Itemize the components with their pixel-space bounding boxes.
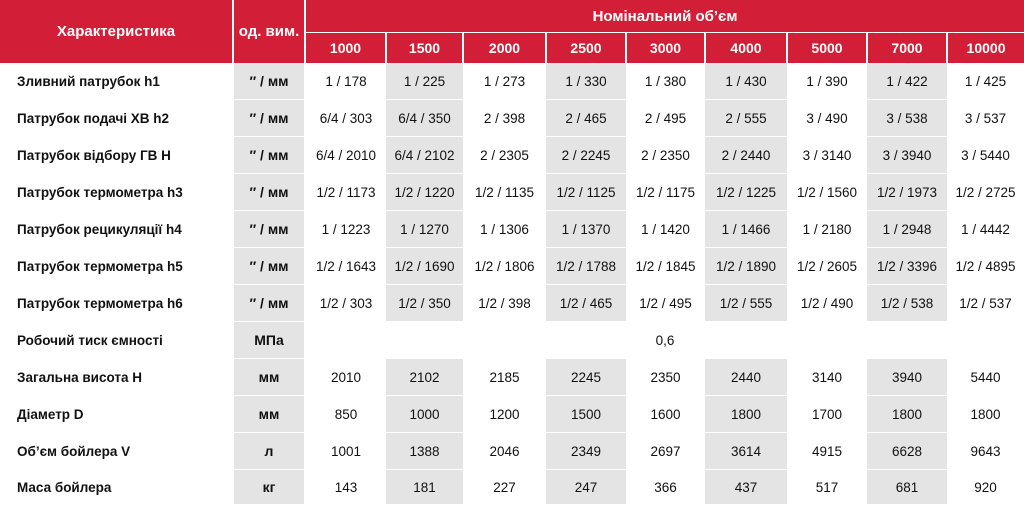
value-cell: 1800 <box>705 396 787 433</box>
table-row <box>0 322 1024 359</box>
table-row <box>0 396 1024 433</box>
value-cell: 1 / 1466 <box>705 211 787 248</box>
value-cell: 1 / 2948 <box>867 211 947 248</box>
value-cell: 6/4 / 2010 <box>305 137 386 174</box>
row-unit: л <box>233 433 305 470</box>
table-row <box>0 211 1024 248</box>
value-cell: 1/2 / 350 <box>386 285 463 322</box>
row-label: Об’єм бойлера V <box>0 433 233 470</box>
value-cell: 1001 <box>305 433 386 470</box>
value-cell: 1/2 / 538 <box>867 285 947 322</box>
value-cell: 6628 <box>867 433 947 470</box>
row-label: Патрубок відбору ГВ Н <box>0 137 233 174</box>
value-cell: 437 <box>705 470 787 505</box>
value-cell: 143 <box>305 470 386 505</box>
value-cell: 2046 <box>463 433 546 470</box>
value-cell: 3140 <box>787 359 867 396</box>
value-cell: 3940 <box>867 359 947 396</box>
value-cell: 1/2 / 1560 <box>787 174 867 211</box>
merged-value-cell: 0,6 <box>305 322 1024 359</box>
row-unit: мм <box>233 396 305 433</box>
value-cell: 1/2 / 1220 <box>386 174 463 211</box>
value-cell: 517 <box>787 470 867 505</box>
value-cell: 1 / 1223 <box>305 211 386 248</box>
table-row <box>0 63 1024 100</box>
value-cell: 2 / 555 <box>705 100 787 137</box>
table-row <box>0 359 1024 396</box>
volume-header-cell: 1500 <box>386 33 463 64</box>
value-cell: 247 <box>546 470 626 505</box>
value-cell: 1 / 1270 <box>386 211 463 248</box>
value-cell: 2350 <box>626 359 705 396</box>
value-cell: 1 / 225 <box>386 63 463 100</box>
value-cell: 9643 <box>947 433 1024 470</box>
value-cell: 1/2 / 1643 <box>305 248 386 285</box>
value-cell: 1/2 / 1690 <box>386 248 463 285</box>
value-cell: 3 / 3940 <box>867 137 947 174</box>
row-unit: мм <box>233 359 305 396</box>
table-row <box>0 248 1024 285</box>
value-cell: 1 / 2180 <box>787 211 867 248</box>
value-cell: 1/2 / 1175 <box>626 174 705 211</box>
row-unit: кг <box>233 470 305 505</box>
value-cell: 1200 <box>463 396 546 433</box>
row-label: Робочий тиск ємності <box>0 322 233 359</box>
value-cell: 366 <box>626 470 705 505</box>
value-cell: 2440 <box>705 359 787 396</box>
value-cell: 1 / 273 <box>463 63 546 100</box>
value-cell: 1 / 380 <box>626 63 705 100</box>
value-cell: 1600 <box>626 396 705 433</box>
value-cell: 1/2 / 1845 <box>626 248 705 285</box>
row-label: Патрубок подачі ХВ h2 <box>0 100 233 137</box>
value-cell: 1/2 / 1125 <box>546 174 626 211</box>
value-cell: 1 / 1306 <box>463 211 546 248</box>
header-characteristic: Характеристика <box>0 0 233 63</box>
volume-header-cell: 2500 <box>546 33 626 64</box>
value-cell: 1/2 / 1806 <box>463 248 546 285</box>
value-cell: 3 / 5440 <box>947 137 1024 174</box>
value-cell: 6/4 / 303 <box>305 100 386 137</box>
value-cell: 2185 <box>463 359 546 396</box>
value-cell: 3 / 537 <box>947 100 1024 137</box>
value-cell: 3 / 490 <box>787 100 867 137</box>
value-cell: 1/2 / 1225 <box>705 174 787 211</box>
value-cell: 1/2 / 2725 <box>947 174 1024 211</box>
value-cell: 1000 <box>386 396 463 433</box>
value-cell: 1 / 178 <box>305 63 386 100</box>
volume-header-cell: 1000 <box>305 33 386 64</box>
volume-header-cell: 5000 <box>787 33 867 64</box>
value-cell: 1/2 / 1890 <box>705 248 787 285</box>
value-cell: 4915 <box>787 433 867 470</box>
value-cell: 2 / 2245 <box>546 137 626 174</box>
row-label: Патрубок термометра h3 <box>0 174 233 211</box>
value-cell: 1 / 4442 <box>947 211 1024 248</box>
value-cell: 3614 <box>705 433 787 470</box>
value-cell: 2245 <box>546 359 626 396</box>
value-cell: 1/2 / 555 <box>705 285 787 322</box>
row-unit: МПа <box>233 322 305 359</box>
value-cell: 2 / 2305 <box>463 137 546 174</box>
value-cell: 2 / 2440 <box>705 137 787 174</box>
value-cell: 920 <box>947 470 1024 505</box>
value-cell: 1/2 / 398 <box>463 285 546 322</box>
value-cell: 1/2 / 1135 <box>463 174 546 211</box>
volume-header-cell: 3000 <box>626 33 705 64</box>
row-label: Патрубок рецикуляції h4 <box>0 211 233 248</box>
row-label: Патрубок термометра h6 <box>0 285 233 322</box>
value-cell: 2 / 495 <box>626 100 705 137</box>
row-unit: ″ / мм <box>233 211 305 248</box>
value-cell: 1/2 / 537 <box>947 285 1024 322</box>
value-cell: 2102 <box>386 359 463 396</box>
value-cell: 1/2 / 303 <box>305 285 386 322</box>
value-cell: 1 / 1420 <box>626 211 705 248</box>
row-label: Діаметр D <box>0 396 233 433</box>
value-cell: 1500 <box>546 396 626 433</box>
value-cell: 2 / 465 <box>546 100 626 137</box>
value-cell: 1800 <box>867 396 947 433</box>
value-cell: 1 / 1370 <box>546 211 626 248</box>
value-cell: 1/2 / 1973 <box>867 174 947 211</box>
value-cell: 3 / 538 <box>867 100 947 137</box>
volume-header-cell: 4000 <box>705 33 787 64</box>
value-cell: 1800 <box>947 396 1024 433</box>
value-cell: 1388 <box>386 433 463 470</box>
value-cell: 5440 <box>947 359 1024 396</box>
value-cell: 1/2 / 495 <box>626 285 705 322</box>
row-unit: ″ / мм <box>233 285 305 322</box>
value-cell: 6/4 / 2102 <box>386 137 463 174</box>
value-cell: 681 <box>867 470 947 505</box>
value-cell: 2697 <box>626 433 705 470</box>
table-row <box>0 100 1024 137</box>
value-cell: 1 / 422 <box>867 63 947 100</box>
volume-header-cell: 2000 <box>463 33 546 64</box>
volume-header-cell: 10000 <box>947 33 1024 64</box>
header-nominal-volume: Номінальний об’єм <box>305 0 1024 33</box>
value-cell: 1/2 / 3396 <box>867 248 947 285</box>
table-body <box>0 63 1024 505</box>
table-row <box>0 137 1024 174</box>
value-cell: 2 / 398 <box>463 100 546 137</box>
value-cell: 1/2 / 490 <box>787 285 867 322</box>
row-label: Патрубок термометра h5 <box>0 248 233 285</box>
value-cell: 1 / 390 <box>787 63 867 100</box>
value-cell: 1 / 425 <box>947 63 1024 100</box>
value-cell: 1/2 / 1788 <box>546 248 626 285</box>
table-row <box>0 174 1024 211</box>
value-cell: 1/2 / 1173 <box>305 174 386 211</box>
value-cell: 6/4 / 350 <box>386 100 463 137</box>
row-unit: ″ / мм <box>233 137 305 174</box>
table-row <box>0 433 1024 470</box>
row-unit: ″ / мм <box>233 63 305 100</box>
value-cell: 2010 <box>305 359 386 396</box>
value-cell: 1700 <box>787 396 867 433</box>
row-label: Зливний патрубок h1 <box>0 63 233 100</box>
row-unit: ″ / мм <box>233 174 305 211</box>
value-cell: 1 / 430 <box>705 63 787 100</box>
value-cell: 1/2 / 2605 <box>787 248 867 285</box>
table-row <box>0 470 1024 505</box>
row-label: Маса бойлера <box>0 470 233 505</box>
value-cell: 181 <box>386 470 463 505</box>
value-cell: 850 <box>305 396 386 433</box>
value-cell: 3 / 3140 <box>787 137 867 174</box>
row-label: Загальна висота Н <box>0 359 233 396</box>
value-cell: 1 / 330 <box>546 63 626 100</box>
volume-header-cell: 7000 <box>867 33 947 64</box>
header-unit: од. вим. <box>233 0 305 63</box>
value-cell: 2 / 2350 <box>626 137 705 174</box>
row-unit: ″ / мм <box>233 248 305 285</box>
value-cell: 1/2 / 4895 <box>947 248 1024 285</box>
value-cell: 227 <box>463 470 546 505</box>
value-cell: 1/2 / 465 <box>546 285 626 322</box>
value-cell: 2349 <box>546 433 626 470</box>
row-unit: ″ / мм <box>233 100 305 137</box>
table-row <box>0 285 1024 322</box>
